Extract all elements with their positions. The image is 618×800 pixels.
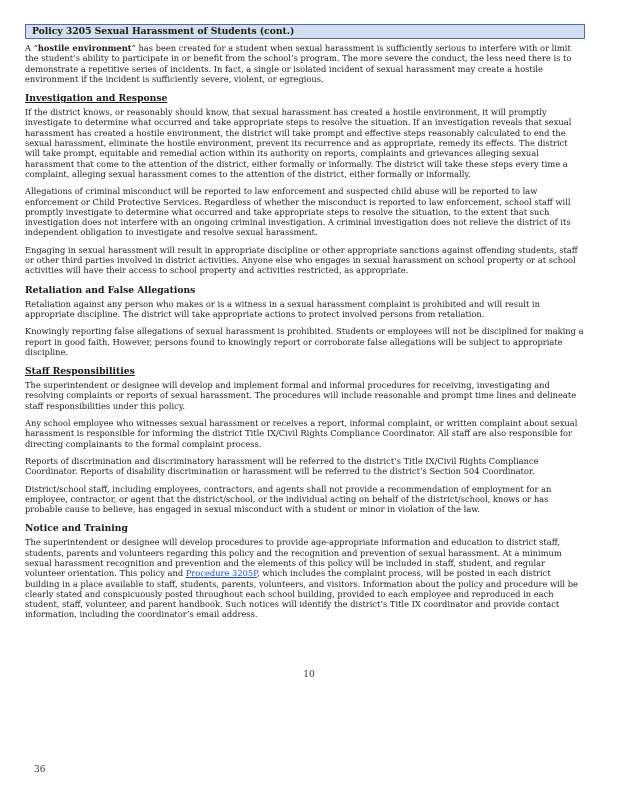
investigation-paragraph-2: Allegations of criminal misconduct will be reported to law enforcement and suspected child abuse will be reported to law enforcement or Child Protective Services. Regardless of whether the misconduct is reported to law enforcement, school staff will promptly investigate to determine what occurred and take appropriate steps to resolve the situation, to the extent that such investigation does not interfere with an ongoing criminal investigation. A criminal investigation does not relieve the district of its independent obligation to investigate and resolve sexual harassment.: [25, 186, 571, 238]
retaliation-paragraph-2: Knowingly reporting false allegations of sexual harassment is prohibited. Students or employees will not be disciplined for making a report in good faith. However, persons found to knowingly report or corroborate false allegations will be subject to appropriate discipline.: [25, 326, 584, 357]
intro-text-start: A “: [25, 43, 38, 53]
notice-text-start: The superintendent or designee will develop procedures to provide age-appropriate information and education to district staff, students, parents and volunteers regarding this policy and the recognition and prevention of sexual harassment. At a minimum sexual harassment recognition and prevention and the elements of this policy will be included in staff, student, and regular volunteer orientation. This policy and: [25, 537, 562, 579]
notice-text-rest: , which includes the complaint process, will be posted in each district building in a place available to staff, students, parents, volunteers, and visitors. Information about the policy and procedure will be clearly stated and conspicuously posted throughout each school building, provided to each employee and reproduced in each student, staff, volunteer, and parent handbook. Such notices will identify the district’s Title IX coordinator and provide contact information, including the coordinator’s email address.: [25, 568, 578, 620]
folio-number: 36: [34, 765, 46, 775]
investigation-paragraph-1: If the district knows, or reasonably should know, that sexual harassment has created a hostile environment, it will promptly investigate to determine what occurred and take appropriate steps to resolve the situation. If an investigation reveals that sexual harassment has created a hostile environment, the district will take prompt and effective steps reasonably calculated to end the sexual harassment, eliminate the hostile environment, prevent its recurrence and as appropriate, remedy its effects. The district will take prompt, equitable and remedial action within its authority on reports, complaints and grievances alleging sexual harassment that come to the attention of the district, either formally or informally. The district will take these steps every time a complaint, alleging sexual harassment comes to the attention of the district, either formally or informally.: [25, 107, 572, 179]
staff-heading: Staff Responsibilities: [25, 366, 135, 378]
retaliation-heading: Retaliation and False Allegations: [25, 284, 196, 296]
investigation-paragraph-3: Engaging in sexual harassment will result in appropriate discipline or other appropriate sanctions against offending students, staff or other third parties involved in district activities. Anyone else who engages in sexual harassment on school property or at school activities will have their access to school property and activities restricted, as appropriate.: [25, 244, 578, 276]
staff-paragraph-4: District/school staff, including employees, contractors, and agents shall not provide a recommendation of employment for an employee, contractor, or agent that the district/school, or the individual acting on behalf of the district/school, knows or has probable cause to believe, has engaged in sexual misconduct with a student or minor in violation of the law.: [25, 483, 552, 515]
staff-paragraph-3: Reports of discrimination and discriminatory harassment will be referred to the district’s Title IX/Civil Rights Compliance Coordinator. Reports of disability discrimination or harassment will be referred to the district’s Section 504 Coordinator.: [25, 455, 539, 477]
intro-paragraph: [25, 43, 585, 84]
notice-heading: Notice and Training: [25, 523, 128, 535]
staff-paragraph-1: The superintendent or designee will develop and implement formal and informal procedures for receiving, investigating and resolving complaints or reports of sexual harassment. The procedures will include reasonable and prompt time lines and delineate staff responsibilities under this policy.: [25, 380, 577, 411]
procedure-3205p-link[interactable]: Procedure 3205P: [185, 568, 258, 579]
hostile-environment-term: hostile environment: [37, 43, 132, 53]
staff-paragraph-2: Any school employee who witnesses sexual harassment or receives a report, informal complaint, or written complaint about sexual harassment is responsible for informing the district Title IX/Civil Rights Compliance Coordinator. All staff are also responsible for directing complainants to the formal complaint process.: [25, 418, 578, 449]
policy-header-banner: Policy 3205 Sexual Harassment of Students (cont.): [25, 24, 585, 39]
notice-paragraph: [25, 537, 585, 619]
intro-text-rest: ” has been created for a student when sexual harassment is sufficiently serious to interfere with or limit the student’s ability to participate in or benefit from the school’s program. The more severe the conduct, the less need there is to demonstrate a repetitive series of incidents. In fact, a single or isolated incident of sexual harassment may create a hostile environment if the incident is sufficiently severe, violent, or egregious.: [25, 43, 572, 84]
investigation-heading: Investigation and Response: [25, 93, 168, 105]
document-page: [25, 24, 585, 627]
retaliation-paragraph-1: Retaliation against any person who makes or is a witness in a sexual harassment complaint is prohibited and will result in appropriate discipline. The district will take appropriate actions to protect involved persons from retaliation.: [25, 298, 540, 319]
page-number: 10: [303, 670, 315, 680]
